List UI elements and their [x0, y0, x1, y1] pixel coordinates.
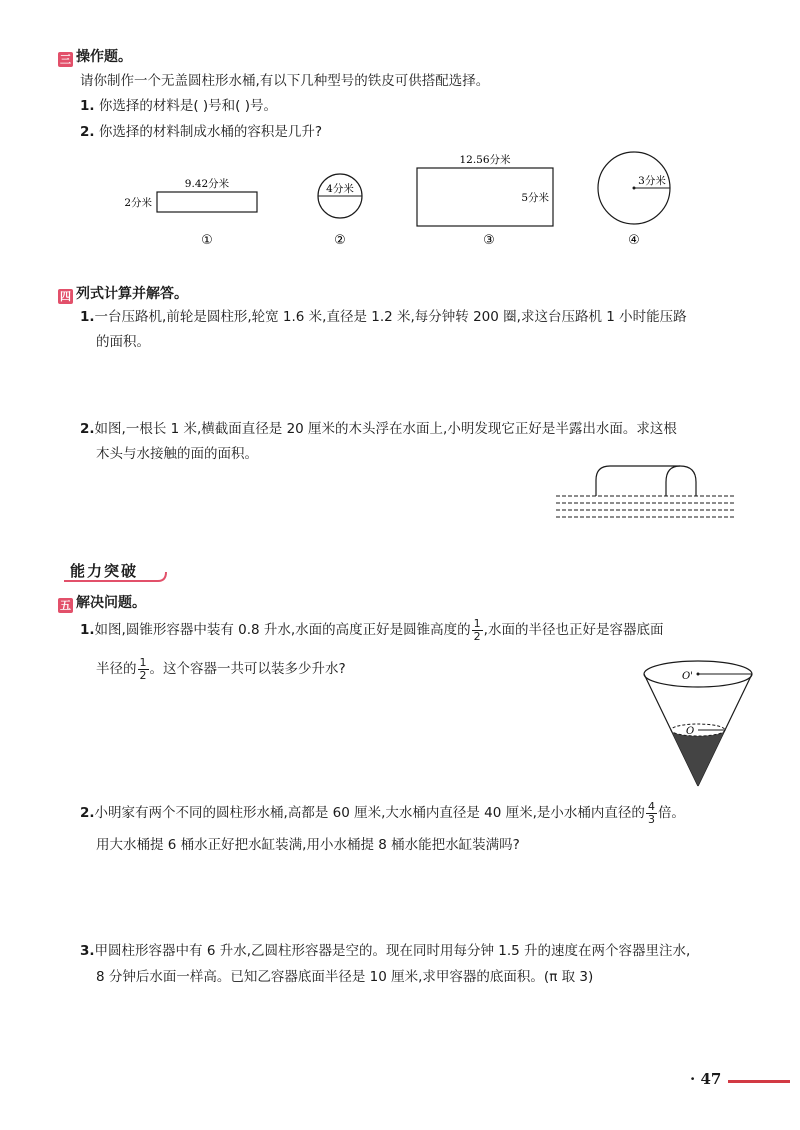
figure-4-radius-label: 3分米: [638, 175, 666, 187]
floating-log-figure: [550, 462, 740, 524]
ability-heading: 能力突破: [70, 562, 139, 580]
section-5-title: 解决问题。: [76, 595, 146, 611]
question-number: 2.: [80, 421, 95, 437]
cone-water-center-label: O: [686, 726, 695, 737]
section-3-question-1: [80, 97, 277, 115]
section-4-badge: 四: [60, 290, 71, 303]
figure-2-diameter-label: 4分米: [326, 183, 354, 195]
question-number: 1.: [80, 622, 95, 638]
cone-container-figure: [640, 652, 760, 790]
question-text: 如图,一根长 1 米,横截面直径是 20 厘米的木头浮在水面上,小明发现它正好是半露出水面。求这根: [94, 421, 677, 437]
question-text: 甲圆柱形容器中有 6 升水,乙圆柱形容器是空的。现在同时用每分钟 1.5 升的速度在两个容器里注水,: [94, 943, 691, 959]
question-text: 一台压路机,前轮是圆柱形,轮宽 1.6 米,直径是 1.2 米,每分钟转 200 圈,求这台压路机 1 小时能压路: [94, 309, 687, 325]
fraction-four-thirds: $\frac{4}{3}$: [647, 799, 655, 826]
figure-3-height-label: 5分米: [521, 192, 549, 204]
figure-4-number: ④: [628, 233, 640, 248]
section-4-question-2-line-2: 木头与水接触的面的面积。: [96, 446, 258, 462]
fraction-one-half: $\frac{1}{2}$: [139, 655, 147, 682]
figure-1-width-label: 9.42分米: [184, 178, 230, 190]
question-text: ,水面的半径也正好是容器底面: [483, 622, 664, 638]
section-4-title: 列式计算并解答。: [76, 286, 188, 302]
question-number: 1.: [80, 98, 95, 114]
page-number: · 47: [690, 1070, 722, 1088]
question-number: 1.: [80, 309, 95, 325]
section-4-heading: [58, 283, 188, 304]
figure-3-width-label: 12.56分米: [459, 154, 511, 166]
cone-top-center-label: O': [682, 671, 693, 682]
section-5-question-2-line-1: [80, 800, 685, 826]
section-3-heading: [58, 46, 132, 67]
material-figures: [0, 150, 800, 260]
figure-2-circle: [318, 174, 362, 248]
question-text: 如图,圆锥形容器中装有 0.8 升水,水面的高度正好是圆锥高度的: [94, 622, 471, 638]
fraction-one-half: $\frac{1}{2}$: [473, 616, 481, 643]
ability-heading-underline: [62, 562, 172, 584]
figure-1-height-label: 2分米: [124, 197, 152, 209]
question-number: 3.: [80, 943, 95, 959]
question-number: 2.: [80, 124, 95, 140]
question-number: 2.: [80, 805, 95, 821]
section-4-question-1-line-1: [80, 308, 687, 326]
section-4-question-2-line-1: [80, 420, 677, 438]
figure-2-number: ②: [334, 233, 346, 248]
section-5-badge: 五: [60, 599, 71, 612]
figure-1-number: ①: [201, 233, 213, 248]
figure-4-circle: [598, 152, 670, 248]
section-5-question-1-line-2: 半径的 $\frac{1}{2}$ 。这个容器一共可以装多少升水?: [96, 655, 346, 682]
section-3-question-2: [80, 123, 322, 141]
section-5-question-2-line-2: 用大水桶提 6 桶水正好把水缸装满,用小水桶提 8 桶水能把水缸装满吗?: [96, 837, 520, 853]
figure-3-number: ③: [483, 233, 495, 248]
figure-3-rectangle: [417, 153, 553, 248]
section-3-intro: 请你制作一个无盖圆柱形水桶,有以下几种型号的铁皮可供搭配选择。: [80, 73, 490, 89]
section-5-question-3-line-2: 8 分钟后水面一样高。已知乙容器底面半径是 10 厘米,求甲容器的底面积。(π 取 3): [96, 969, 594, 985]
section-5-question-3-line-1: [80, 942, 690, 960]
figure-1-rectangle: [124, 177, 257, 248]
section-4-question-1-line-2: 的面积。: [96, 334, 150, 350]
page-number-accent-line: [728, 1080, 790, 1083]
question-text: 你选择的材料制成水桶的容积是几升?: [98, 124, 322, 140]
question-text: 你选择的材料是( )号和( )号。: [98, 98, 277, 114]
section-3-badge: 三: [60, 53, 71, 66]
question-text: 小明家有两个不同的圆柱形水桶,高都是 60 厘米,大水桶内直径是 40 厘米,是小水桶内直径的: [94, 805, 645, 821]
question-text: 倍。: [657, 805, 685, 821]
section-5-question-1-line-1: [80, 617, 663, 643]
section-5-heading: [58, 592, 146, 613]
section-3-title: 操作题。: [76, 49, 132, 65]
